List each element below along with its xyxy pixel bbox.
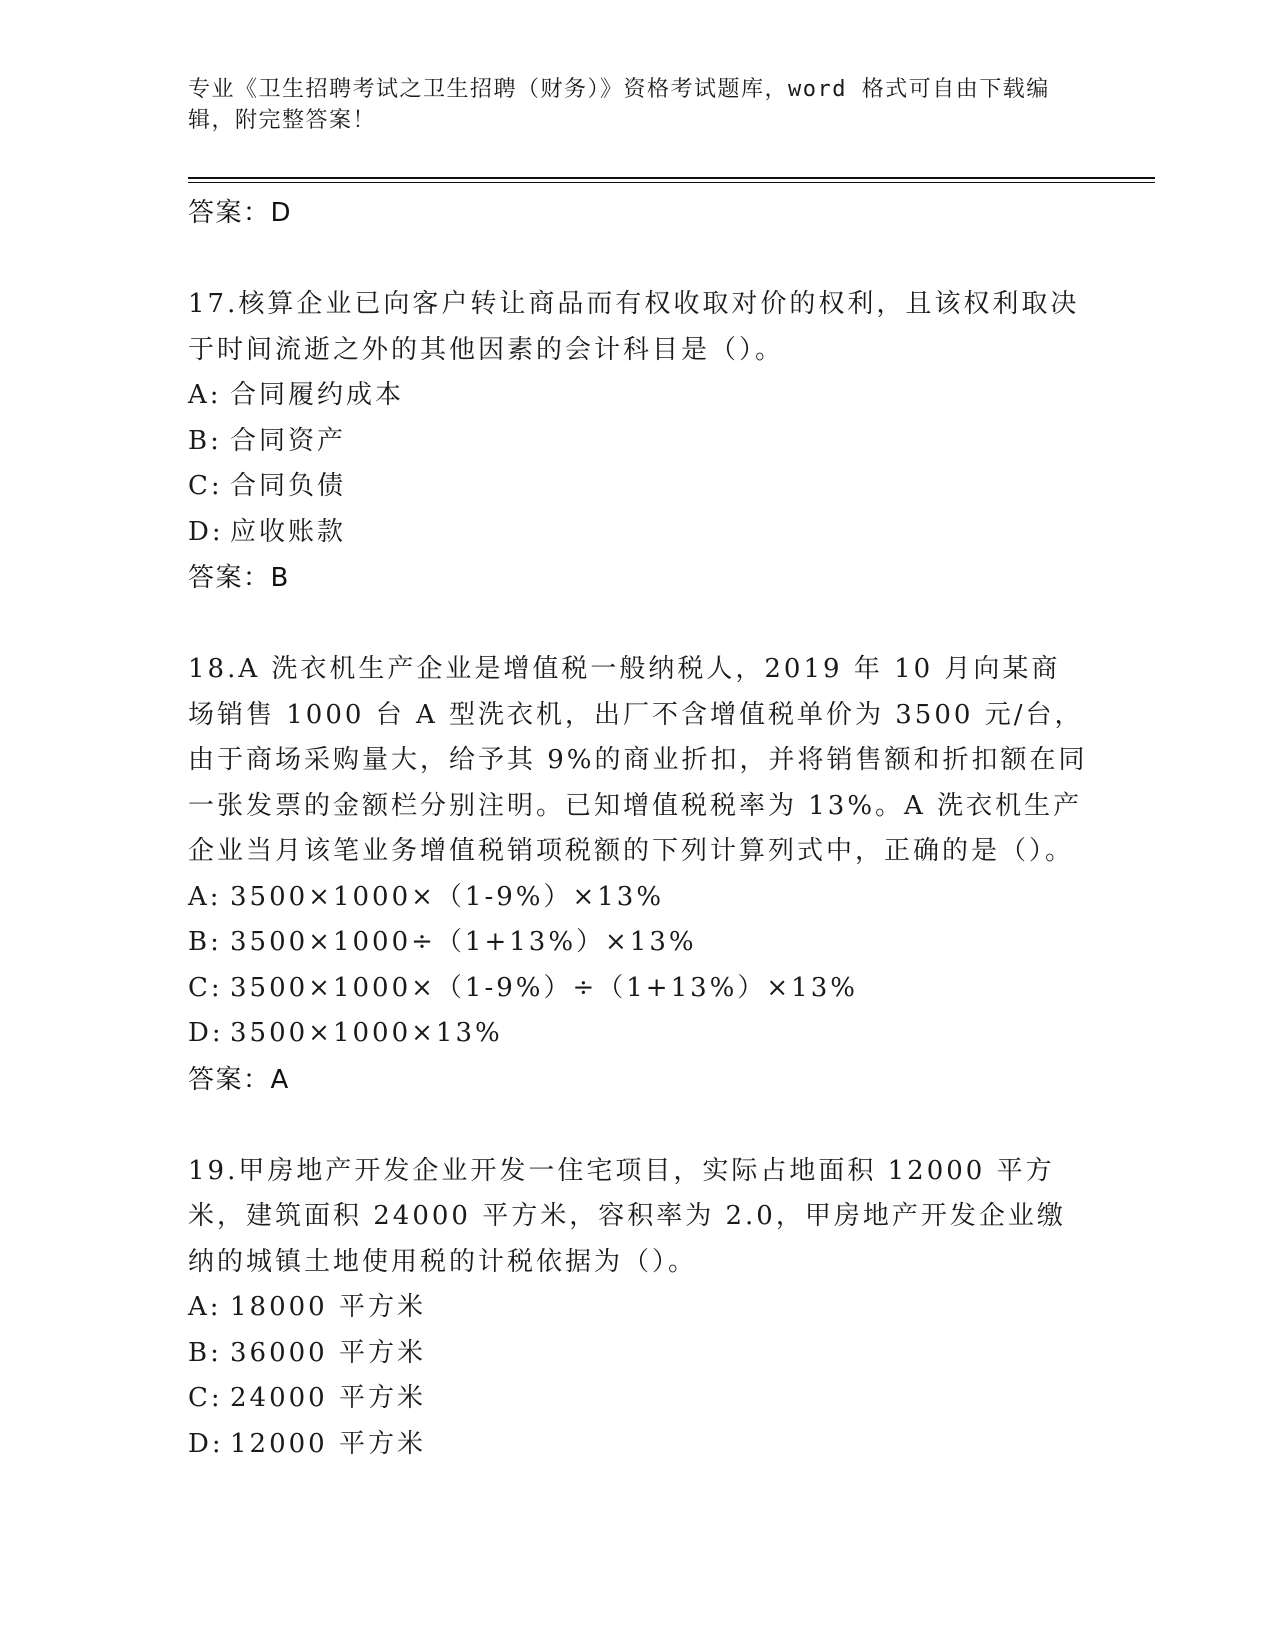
option-key: D: (188, 516, 224, 547)
option-b (188, 920, 1088, 966)
option-a (188, 1285, 1088, 1331)
question-19 (188, 1149, 1088, 1468)
option-key: B: (188, 927, 222, 957)
question-answer: 答案：A (188, 1064, 290, 1095)
option-key: A: (188, 1292, 222, 1322)
option-key: D: (188, 1018, 224, 1048)
option-key: B: (188, 1337, 222, 1368)
previous-answer: 答案：D (188, 198, 293, 228)
option-text: 3500×1000÷（1+13%）×13% (230, 927, 697, 957)
option-c (188, 1376, 1088, 1422)
option-c (188, 464, 1088, 510)
question-18 (188, 647, 1088, 1103)
option-key: C: (188, 972, 223, 1003)
option-key: C: (188, 1383, 223, 1413)
option-c (188, 966, 1088, 1012)
option-d (188, 510, 1088, 556)
option-d (188, 1011, 1088, 1057)
option-text: 合同负债 (230, 471, 347, 501)
option-key: D: (188, 1428, 224, 1459)
header-divider-thin (188, 182, 1155, 183)
option-text: 3500×1000×（1-9%）×13% (230, 881, 665, 912)
option-a (188, 875, 1088, 921)
option-key: C: (188, 471, 223, 501)
option-text: 12000 平方米 (230, 1428, 426, 1459)
option-text: 合同履约成本 (230, 380, 405, 410)
option-text: 36000 平方米 (230, 1337, 426, 1368)
option-text: 3500×1000×（1-9%）÷（1+13%）×13% (230, 972, 858, 1003)
option-key: B: (188, 425, 222, 456)
option-text: 18000 平方米 (230, 1292, 426, 1322)
option-text: 3500×1000×13% (230, 1018, 503, 1048)
question-list (188, 190, 1088, 1467)
document-header: 专业《卫生招聘考试之卫生招聘（财务）》资格考试题库，word 格式可自由下载编辑，附完整答案！ (188, 77, 1050, 133)
option-text: 应收账款 (230, 516, 347, 547)
option-b (188, 419, 1088, 465)
option-b (188, 1331, 1088, 1377)
question-stem: 17.核算企业已向客户转让商品而有权收取对价的权利，且该权利取决于时间流逝之外的其他因素的会计科目是（）。 (188, 289, 1080, 365)
question-stem: 19.甲房地产开发企业开发一住宅项目，实际占地面积 12000 平方米，建筑面积 24000 平方米，容积率为 2.0，甲房地产开发企业缴纳的城镇土地使用税的计税依据为（）。 (188, 1155, 1066, 1277)
option-a (188, 373, 1088, 419)
header-divider-thick (188, 177, 1155, 179)
question-answer: 答案：B (188, 563, 290, 593)
option-d (188, 1422, 1088, 1468)
question-stem: 18.A 洗衣机生产企业是增值税一般纳税人，2019 年 10 月向某商场销售 1000 台 A 型洗衣机，出厂不含增值税单价为 3500 元/台，由于商场采购量大，给予其 9%的商业折扣，并将销售额和折扣额在同一张发票的金额栏分别注明。已知增值税税率为 13%。A 洗衣机生产企业当月该笔业务增值税销项税额的下列计算列式中，正确的是（）。 (188, 654, 1088, 866)
option-key: A: (188, 881, 222, 912)
option-key: A: (188, 380, 222, 410)
option-text: 合同资产 (230, 425, 347, 456)
option-text: 24000 平方米 (230, 1383, 426, 1413)
question-17 (188, 282, 1088, 601)
